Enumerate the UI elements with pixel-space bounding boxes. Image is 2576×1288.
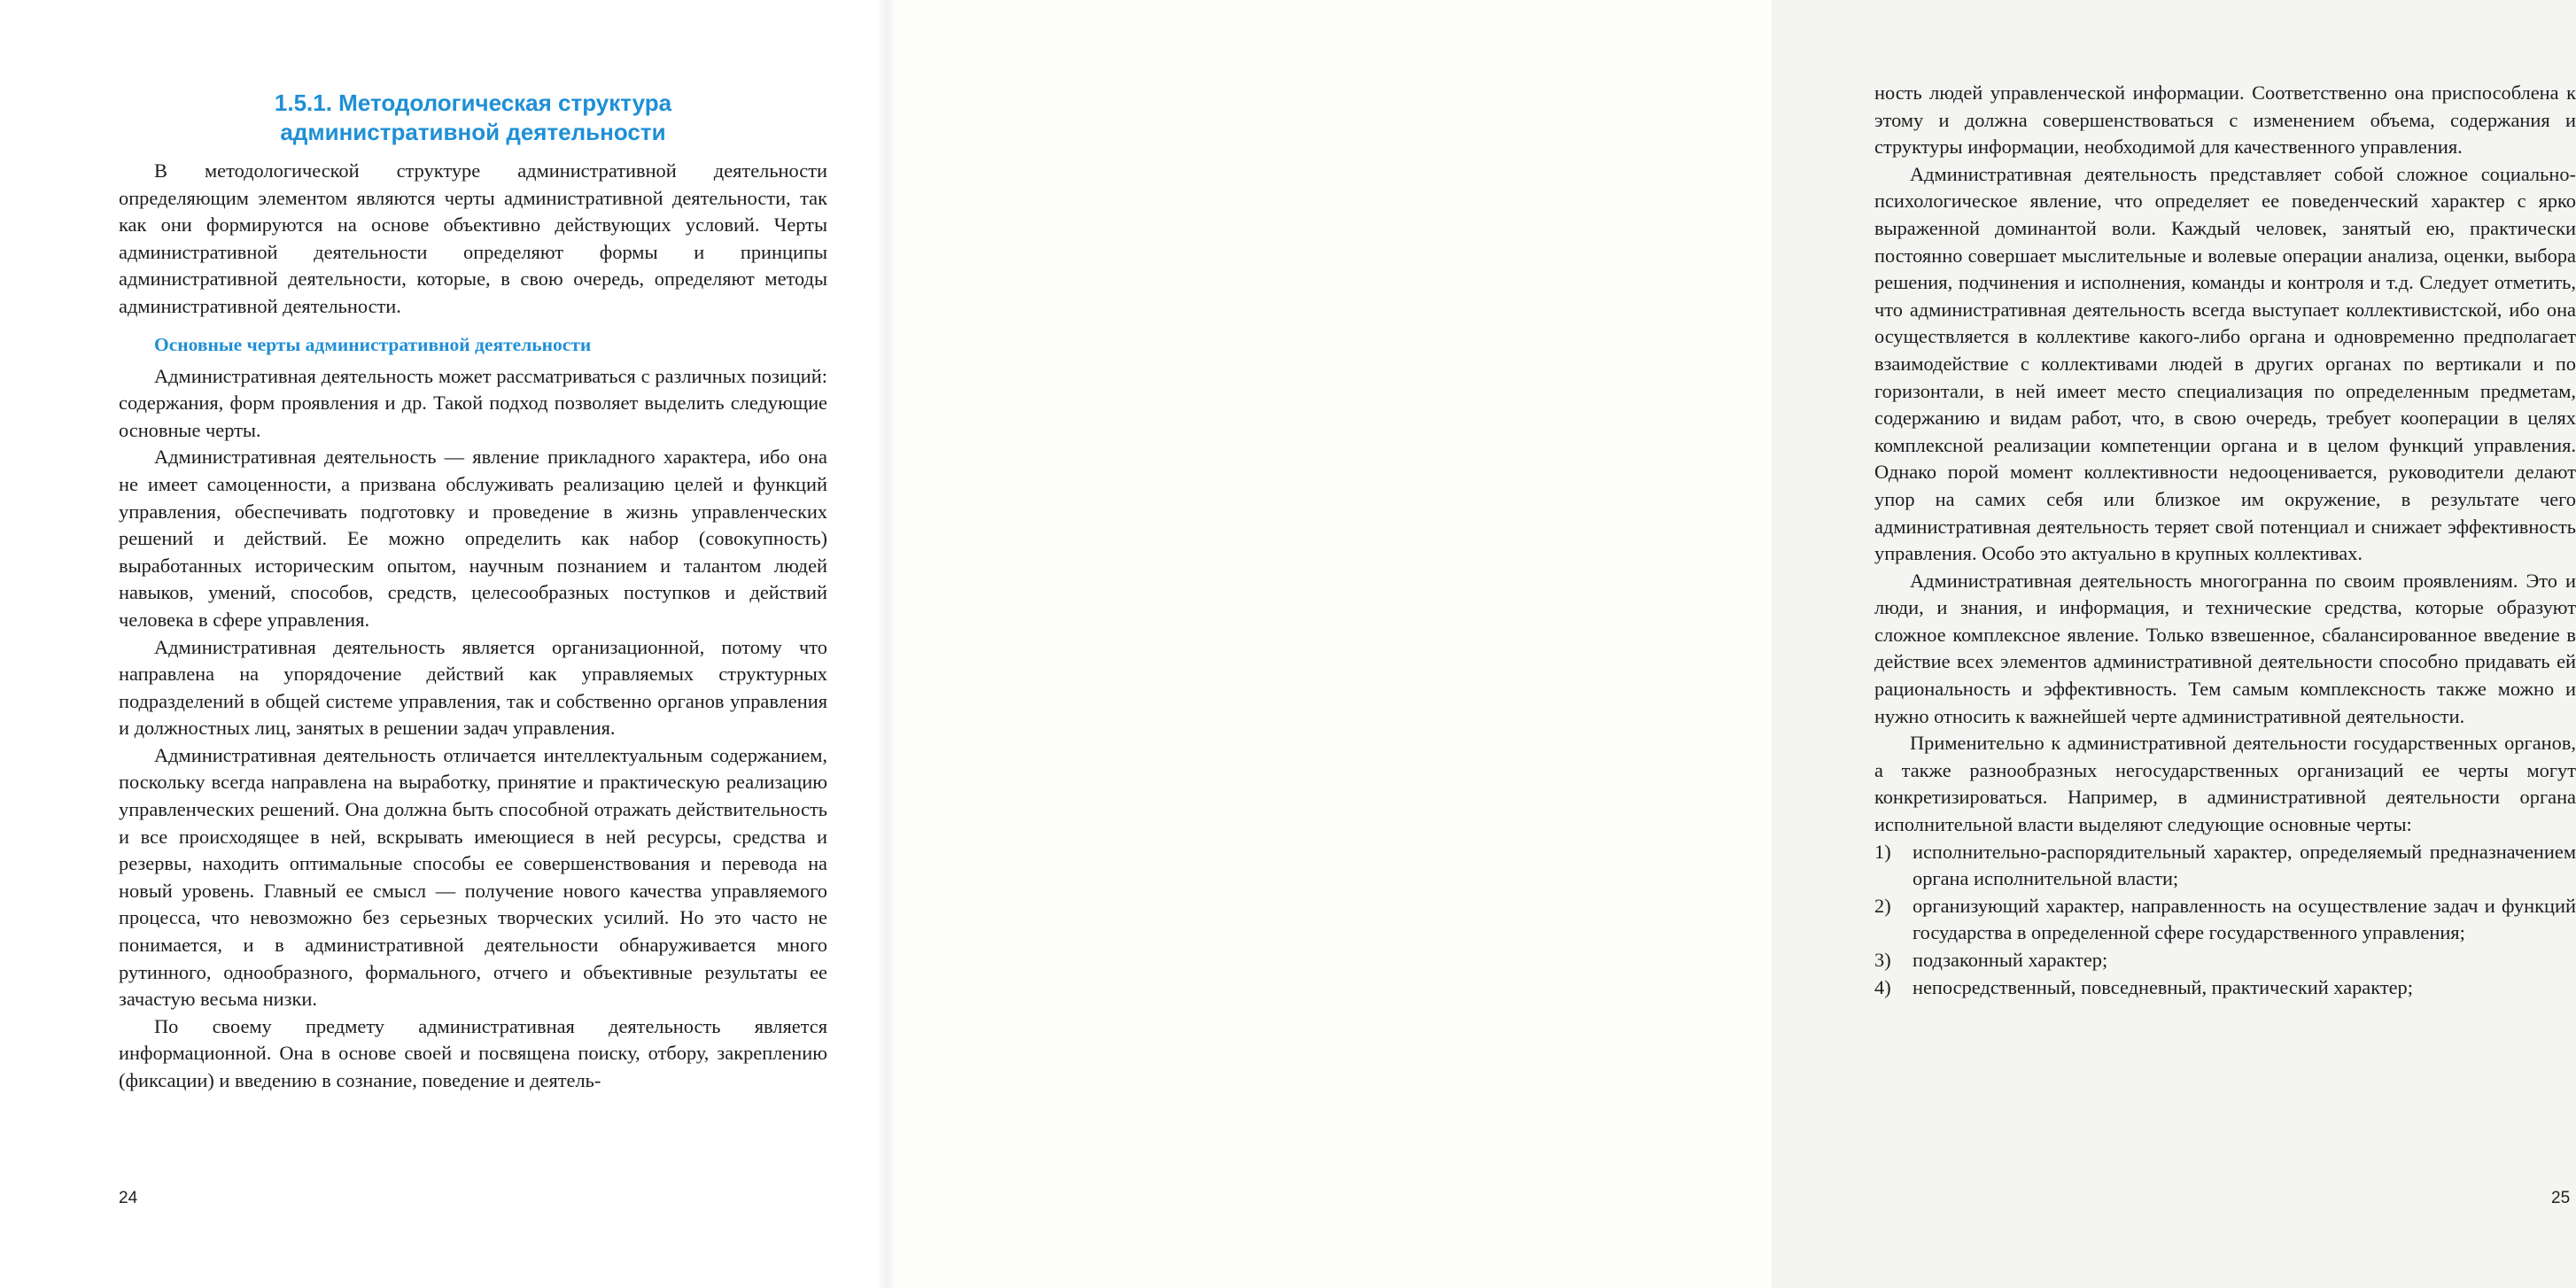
- book-gutter: [877, 0, 895, 1288]
- right-text-column: [1874, 80, 2576, 1001]
- paragraph: Административная деятельность отличается интеллектуальным содержанием, поскольку всегда направлена на выработку, принятие и практическую реализацию управленческих решений. Она должна быть способной отражать действительность и все происходящее в ней, вскрывать имеющиеся в ней ресурсы, средства и резервы, находить оптимальные способы ее совершенствования и перевода на новый уровень. Главный ее смысл — получение нового качества управляемого процесса, что невозможно без серьезных творческих усилий. Но это часто не понимается, и в административной деятельности обнаруживается много рутинного, однообразного, формального, отчего и объективные результаты ее зачастую весьма низки.: [119, 743, 827, 1011]
- list-item-text: исполнительно-распорядительный характер, определяемый предназначением органа исполнительной власти;: [1913, 840, 2576, 890]
- list-item: [1874, 974, 2576, 1002]
- paragraph: По своему предмету административная деятельность является информационной. Она в основе своей и посвящена поиску, отбору, закреплению (фиксации) и введению в сознание, поведение и деятель-: [119, 1014, 827, 1091]
- list-item-text: подзаконный характер;: [1913, 949, 2108, 971]
- list-item-text: организующий характер, направленность на осуществление задач и функций государства в определенной сфере государственного управления;: [1913, 894, 2576, 944]
- paragraph: Административная деятельность многогранна по своим проявлениям. Это и люди, и знания, и информация, и технические средства, которые образуют сложное комплексное явление. Только взвешенное, сбалансированное введение в действие всех элементов административной деятельности способно придавать ей рациональность и эффективность. Тем самым комплексность также можно и нужно относить к важнейшей черте административной деятельности.: [1874, 569, 2576, 727]
- paragraph: Административная деятельность — явление прикладного характера, ибо она не имеет самоценности, а призвана обслуживать реализацию целей и функций управления, обеспечивать подготовку и проведение в жизнь управленческих решений и действий. Ее можно определить как набор (совокупность) выработанных историческим опытом, научным познанием и талантом людей навыков, умений, способов, средств, целесообразных поступков и действий человека в сфере управления.: [119, 446, 827, 631]
- paragraph: Применительно к административной деятельности государственных органов, а также разнообразных негосударственных организаций ее черты могут конкретизироваться. Например, в административной деятельности органа исполнительной власти выделяют следующие основные черты:: [1874, 732, 2576, 836]
- paragraph: Административная деятельность является организационной, потому что направлена на упорядочение действий как управляемых структурных подразделений в общей системе управления, так и собственно органов управления и должностных лиц, занятых в решении задач управления.: [119, 635, 827, 740]
- paragraph: Административная деятельность может рассматриваться с различных позиций: содержания, форм проявления и др. Такой подход позволяет выделить следующие основные черты.: [119, 364, 827, 441]
- intro-paragraph: В методологической структуре административной деятельности определяющим элементом являются черты административной деятельности, так как они формируются на основе объективно действующих условий. Черты административной деятельности определяют формы и принципы административной деятельности, которые, в свою очередь, определяют методы административной деятельности.: [119, 159, 827, 317]
- list-item-number: 3): [1874, 949, 1891, 971]
- feature-list: [1874, 839, 2576, 1002]
- list-item: [1874, 947, 2576, 974]
- page-number-right: 25: [2551, 1189, 2571, 1207]
- right-page: [886, 0, 2576, 1288]
- list-item-text: непосредственный, повседневный, практический характер;: [1913, 975, 2413, 998]
- list-item: [1874, 893, 2576, 947]
- list-item-number: 1): [1874, 840, 1891, 863]
- section-title-line-1: 1.5.1. Методологическая структура: [274, 89, 672, 116]
- section-title-line-2: административной деятельности: [280, 119, 666, 145]
- list-item-number: 2): [1874, 894, 1891, 917]
- subheading: Основные черты административной деятельности: [154, 333, 592, 355]
- left-text-column: [119, 89, 827, 1095]
- page-number-left: 24: [119, 1189, 138, 1207]
- section-title: [119, 89, 827, 147]
- list-item-number: 4): [1874, 975, 1891, 998]
- list-item: [1874, 839, 2576, 893]
- continuation-paragraph: ность людей управленческой информации. Соответственно она приспособлена к этому и должна совершенствоваться с изменением объема, содержания и структуры информации, необходимой для качественного управления.: [1874, 81, 2576, 159]
- left-page: [0, 0, 886, 1288]
- paragraph: Административная деятельность представляет собой сложное социально-психологическое явление, что определяет ее поведенческий характер с ярко выраженной доминантой воли. Каждый человек, занятый ею, практически постоянно совершает мыслительные и волевые операции анализа, оценки, выбора решения, подчинения и исполнения, команды и контроля и т.д. Следует отметить, что административная деятельность всегда выступает коллективистской, ибо она осуществляется в коллективе какого-либо органа и одновременно предполагает взаимодействие с коллективами людей в других органах по вертикали и по горизонтали, в ней имеет место специализация по определенным предметам, содержанию и видам работ, что, в свою очередь, требует кооперации в целях комплексной реализации компетенции органа и в целом функций управления. Однако порой момент коллективности недооценивается, руководители делают упор на самих себя или близкое им окружение, в результате чего административная деятельность теряет свой потенциал и снижает эффективность управления. Особо это актуально в крупных коллективах.: [1874, 162, 2576, 565]
